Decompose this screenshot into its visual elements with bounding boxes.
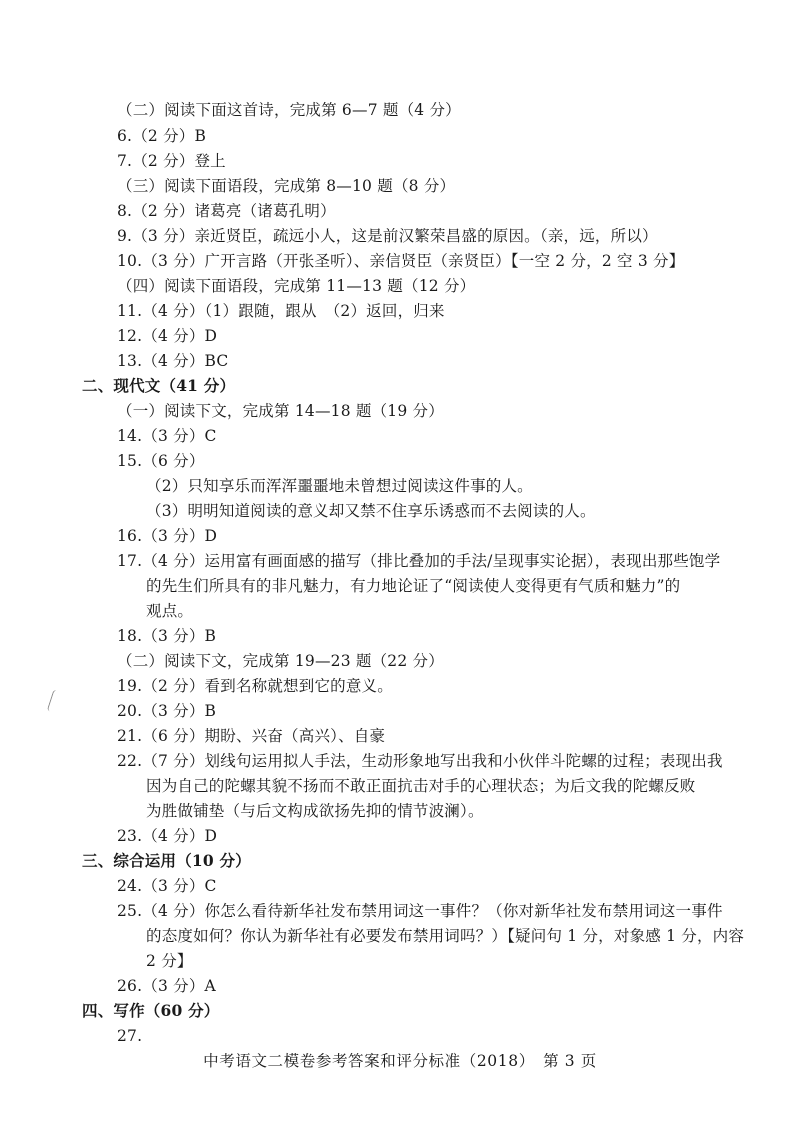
- answer-line: 10.（3 分）广开言路（开张圣听）、亲信贤臣（亲贤臣）【一空 2 分，2 空 3 分】: [117, 252, 685, 270]
- answer-line: 观点。: [146, 602, 194, 620]
- answer-line: 7.（2 分）登上: [117, 152, 226, 170]
- answer-line: 的先生们所具有的非凡魅力，有力地论证了“阅读使人变得更有气质和魅力”的: [146, 577, 681, 595]
- answer-line: 2 分】: [146, 952, 193, 970]
- answer-line: 19.（2 分）看到名称就想到它的意义。: [117, 677, 393, 695]
- answer-line: （2）只知享乐而浑浑噩噩地未曾想过阅读这件事的人。: [146, 477, 533, 495]
- answer-line: 14.（3 分）C: [117, 427, 217, 445]
- answer-line: 23.（4 分）D: [117, 827, 218, 845]
- answer-line: 为胜做铺垫（与后文构成欲扬先抑的情节波澜）。: [146, 802, 484, 820]
- answer-line: 12.（4 分）D: [117, 327, 218, 345]
- answer-line: 9.（3 分）亲近贤臣，疏远小人，这是前汉繁荣昌盛的原因。（亲，远，所以）: [117, 227, 658, 245]
- answer-line: （三）阅读下面语段，完成第 8—10 题（8 分）: [117, 177, 456, 195]
- answer-line: 11.（4 分）（1）跟随，跟从 （2）返回，归来: [117, 302, 445, 320]
- answer-line: 22.（7 分）划线句运用拟人手法，生动形象地写出我和小伙伴斗陀螺的过程；表现出我: [117, 752, 723, 770]
- section-heading: 三、综合运用（10 分）: [82, 851, 251, 870]
- answer-line: 8.（2 分）诸葛亮（诸葛孔明）: [117, 202, 336, 220]
- section-heading: 二、现代文（41 分）: [82, 376, 236, 395]
- answer-line: 25.（4 分）你怎么看待新华社发布禁用词这一事件？（你对新华社发布禁用词这一事件: [117, 902, 723, 920]
- answer-line: （四）阅读下面语段，完成第 11—13 题（12 分）: [117, 277, 476, 295]
- answer-line: 21.（6 分）期盼、兴奋（高兴）、自豪: [117, 727, 386, 745]
- answer-line: 27.: [117, 1027, 143, 1045]
- answer-line: 20.（3 分）B: [117, 702, 217, 720]
- page-footer: 中考语文二模卷参考答案和评分标准（2018） 第 3 页: [203, 1052, 597, 1070]
- answer-line: 的态度如何？你认为新华社有必要发布禁用词吗？）【疑问句 1 分，对象感 1 分，内容: [146, 927, 745, 945]
- pen-mark: [47, 689, 60, 712]
- answer-line: 15.（6 分）: [117, 452, 205, 470]
- answer-line: 17.（4 分）运用富有画面感的描写（排比叠加的手法/呈现事实论据），表现出那些饱学: [117, 552, 721, 570]
- answer-line: （二）阅读下面这首诗，完成第 6—7 题（4 分）: [117, 101, 461, 119]
- answer-line: 16.（3 分）D: [117, 527, 218, 545]
- answer-line: （二）阅读下文，完成第 19—23 题（22 分）: [117, 652, 444, 670]
- answer-line: 24.（3 分）C: [117, 877, 217, 895]
- answer-line: （3）明明知道阅读的意义却又禁不住享乐诱惑而不去阅读的人。: [146, 502, 596, 520]
- answer-line: 6.（2 分）B: [117, 127, 207, 145]
- answer-line: （一）阅读下文，完成第 14—18 题（19 分）: [117, 402, 444, 420]
- answer-line: 因为自己的陀螺其貌不扬而不敢正面抗击对手的心理状态；为后文我的陀螺反败: [146, 777, 696, 795]
- answer-line: 26.（3 分）A: [117, 977, 216, 995]
- answer-line: 13.（4 分）BC: [117, 352, 229, 370]
- section-heading: 四、写作（60 分）: [82, 1001, 220, 1020]
- answer-line: 18.（3 分）B: [117, 627, 217, 645]
